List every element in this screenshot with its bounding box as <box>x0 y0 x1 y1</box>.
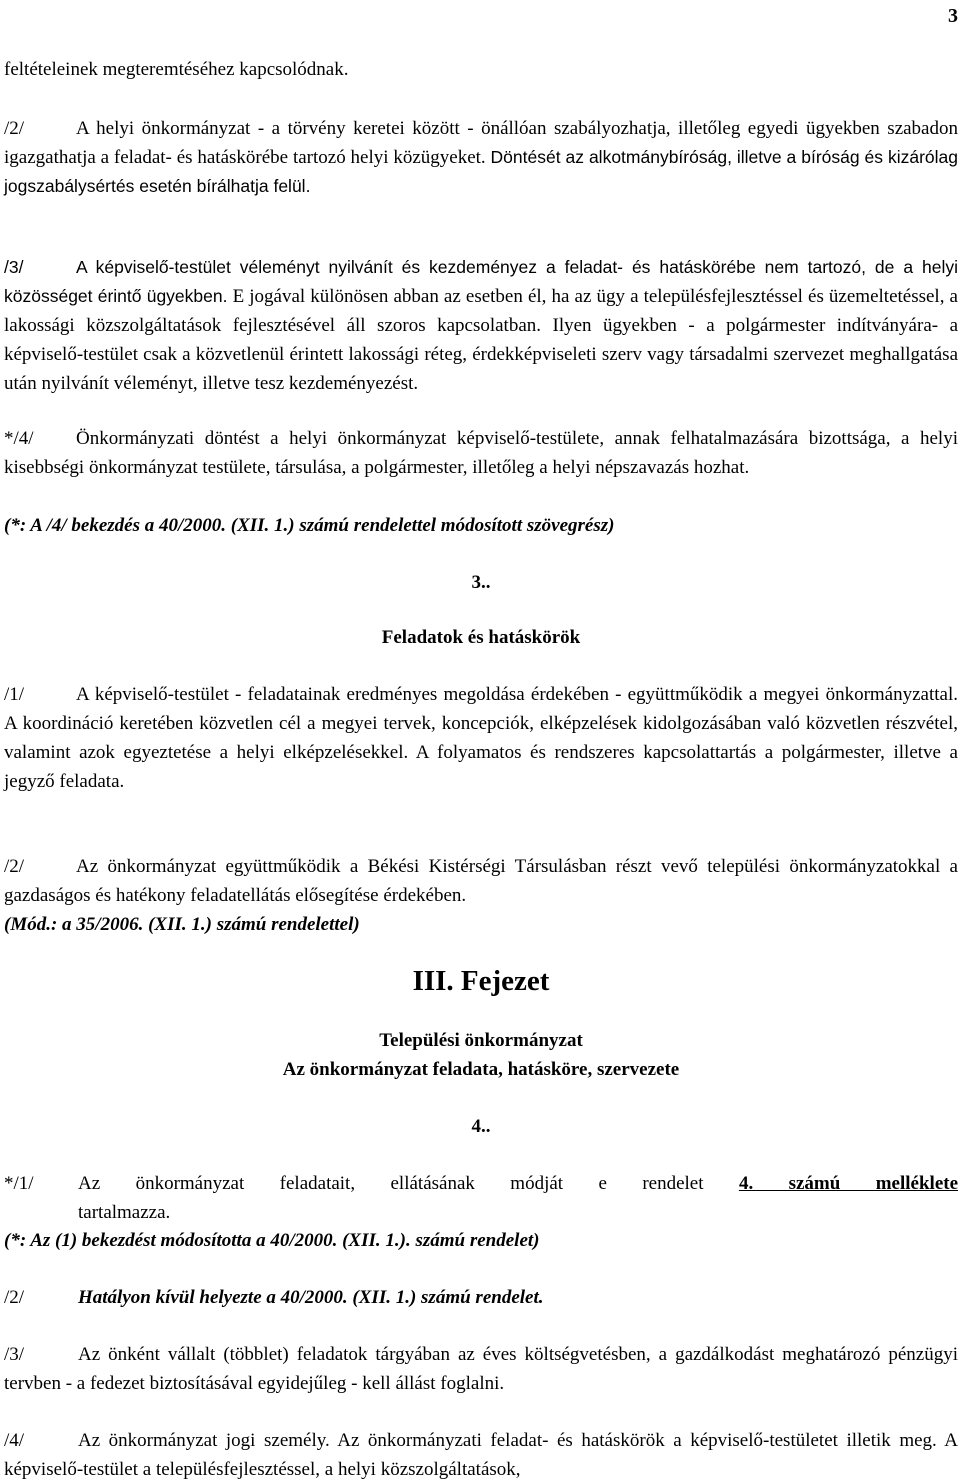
paragraph-text: Az önként vállalt (többlet) feladatok tárgyában az éves költségvetésben, a gazdálkodást meghatározó pénzügyi tervben - a fedezet biztosításával egyidejűleg - kell állást foglalni. <box>4 1344 958 1394</box>
section-title: Feladatok és hatáskörök <box>381 627 581 648</box>
paragraph-label: /2/ <box>4 1287 25 1308</box>
paragraph-2 <box>4 114 958 201</box>
paragraph-text-tail: tartalmazza. <box>78 1202 171 1223</box>
paragraph-label: /3/ <box>4 257 24 277</box>
annex-reference-link[interactable]: 4. számú melléklete <box>738 1173 959 1194</box>
paragraph-text-sans: Döntését az alkotmánybíróság, illetve a bíróság és kizárólag jogszabálysértés esetén bírálhatja felül. <box>4 147 959 196</box>
paragraph-label: /3/ <box>4 1344 25 1365</box>
section4-paragraph-4 <box>4 1426 958 1484</box>
paragraph-text-sans: A képviselő-testület véleményt nyilvánít és kezdeményez a feladat- és hatáskörébe nem tartozó, de a helyi közösséget érintő ügyekben. <box>4 257 958 306</box>
paragraph-label: /2/ <box>4 118 25 139</box>
paragraph-label: */4/ <box>4 428 34 449</box>
paragraph-intro: feltételeinek megteremtéséhez kapcsolódnak. <box>4 59 349 80</box>
paragraph-3 <box>4 253 958 398</box>
paragraph-text: Az önkormányzat együttműködik a Békési Kistérségi Társulásban részt vevő települési önkormányzatokkal a gazdaságos és hatékony feladatellátás elősegítése érdekében. <box>4 856 958 906</box>
paragraph-text: Az önkormányzat feladatait, ellátásának módját e rendelet <box>78 1173 704 1194</box>
amendment-note: (Mód.: a 35/2006. (XII. 1.) számú rendelettel) <box>4 914 360 935</box>
page-number: 3 <box>948 5 958 27</box>
section-number: 3.. <box>471 572 491 593</box>
section3-paragraph-1 <box>4 680 958 796</box>
section-number: 4.. <box>471 1116 491 1137</box>
paragraph-label: /2/ <box>4 856 25 877</box>
paragraph-text: Az önkormányzat jogi személy. Az önkormányzati feladat- és hatáskörök a képviselő-testületet illetik meg. A képviselő-testület a településfejlesztéssel, a helyi közszolgáltatások, <box>4 1430 958 1480</box>
amendment-note: (*: A /4/ bekezdés a 40/2000. (XII. 1.) számú rendelettel módosított szövegrész) <box>4 515 615 536</box>
section4-paragraph-2 <box>4 1283 958 1312</box>
paragraph-text: A képviselő-testület - feladatainak eredményes megoldása érdekében - együttműködik a megyei önkormányzattal. A koordináció keretében közvetlen cél a megyei tervek, koncepciók, elképzelések kidolgozásában való közvetlen részvétel, valamint azok egyeztetése a helyi elképzelésekkel. A folyamatos és rendszeres kapcsolattartás a polgármester, illetve a jegyző feladata. <box>4 684 958 792</box>
amendment-note: (*: Az (1) bekezdést módosította a 40/2000. (XII. 1.). számú rendelet) <box>4 1230 540 1251</box>
paragraph-text: A helyi önkormányzat - a törvény keretei között - önállóan szabályozhatja, illetőleg egyedi ügyekben szabadon igazgathatja a feladat- és hatáskörébe tartozó helyi közügyeket. <box>4 118 958 168</box>
section4-paragraph-1 <box>4 1169 958 1227</box>
repeal-note: Hatályon kívül helyezte a 40/2000. (XII. 1.) számú rendelet. <box>78 1287 544 1308</box>
paragraph-label: /4/ <box>4 1430 25 1451</box>
chapter-title: III. Fejezet <box>412 965 550 997</box>
paragraph-4 <box>4 424 958 482</box>
paragraph-text: Önkormányzati döntést a helyi önkormányzat képviselő-testülete, annak felhatalmazására bizottsága, a helyi kisebbségi önkormányzat testülete, társulása, a polgármester, illetőleg a helyi népszavazás hozhat. <box>4 428 958 478</box>
paragraph-label: */1/ <box>4 1173 34 1194</box>
section4-paragraph-3 <box>4 1340 958 1398</box>
chapter-subtitle: Települési önkormányzat <box>379 1030 583 1051</box>
chapter-subtitle-2: Az önkormányzat feladata, hatásköre, szervezete <box>282 1059 680 1080</box>
paragraph-text: E jogával különösen abban az esetben él, ha az ügy a településfejlesztéssel és üzemeltetéssel, a lakossági közszolgáltatások fejlesztésével áll szoros kapcsolatban. Ilyen ügyekben - a polgármester indítványára- a képviselő-testület csak a közvetlenül érintett lakossági réteg, érdekképviseleti szerv vagy társadalmi szervezet meghallgatása után nyilvánít véleményt, illetve tesz kezdeményezést. <box>4 286 958 394</box>
section3-paragraph-2 <box>4 852 958 910</box>
paragraph-label: /1/ <box>4 684 25 705</box>
